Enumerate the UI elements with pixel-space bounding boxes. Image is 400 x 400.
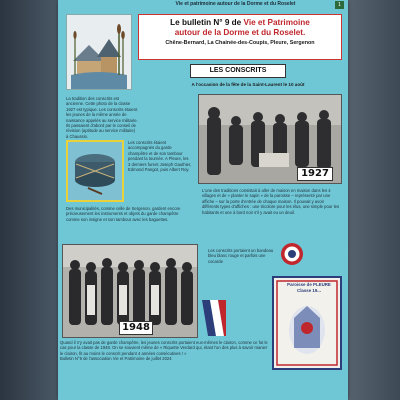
tricolor-ribbon: [202, 300, 226, 336]
intro-paragraph: La tradition des conscrits est ancienne. Cette photo de la classe 1927 est typique. Les conscrits étaient les jeunes de la même année de naissance appelés au service militaire. Ils passaient d'abord par le conseil de révision (aptitude au service militaire) à Chaussin.: [66, 96, 138, 139]
background-left: [0, 0, 58, 400]
photo-year-1948: 1948: [119, 321, 153, 335]
photo-year-1927: 1927: [297, 167, 333, 181]
conscrit-poster: [272, 276, 342, 370]
page-number: 1: [335, 1, 344, 9]
association-logo: [66, 14, 132, 90]
tradition-paragraph: L'une des traditions consistait à aller de maison en maison dans les 4 villages et de « planter le sapin » de la paroisse – représenté par une affiche – sur la porte d'entrée de chaque maison. Il pouvait y avoir différents types d'affiches : une tricolore pour les élus, une simple pour les habitants et une à bord noir s'il y avait eu un deuil.: [202, 188, 340, 215]
drum-photo: [66, 140, 124, 202]
bandeau-paragraph: Les conscrits portaient un bandeau bleu blanc rouge et parfois une cocarde: [208, 248, 274, 264]
photo-1927: [198, 94, 342, 184]
title-accent: Vie et Patrimoine: [243, 18, 310, 27]
title-line-2: autour de la Dorme et du Roselet.: [174, 28, 306, 37]
title-prefix: Le bulletin N° 9 de: [170, 18, 242, 27]
poster-line-2: Classe 19...: [297, 287, 321, 293]
section-subtitle: A l'occasion de la fête de la Saint-Laurent le 10 août: [191, 82, 305, 87]
title-box: [138, 14, 342, 60]
drum-paragraph: Les conscrits étaient accompagnés du garde champêtre et de son tambour pendant la tournée. A Pleure, les 3 derniers furent Joseph Gauthier, Edmond Pangot, puis Albert Roy.: [128, 140, 192, 173]
section-title: LES CONSCRITS: [190, 64, 286, 78]
footer-credit: Bulletin N°9 de l'association Vie et Patrimoine de juillet 2024: [60, 356, 172, 362]
background-right: [348, 0, 400, 400]
bulletin-page: [58, 0, 348, 400]
footer-body: Quand il n'y avait pas de garde champêtre, les jeunes conscrits portaient eux-mêmes le clairon, comme ce fut le cas pour la classe de 1948. On se souvient même de « Riquette Verdard qui, étant l'un des plus à savoir manier le clairon, fit au moins le conscrit pendant 4 années consécutives ! »: [60, 340, 268, 356]
cockade-icon: [280, 242, 304, 266]
footer-paragraph: [60, 340, 270, 362]
title-line-1: [143, 18, 337, 28]
title-villages: Chêne-Bernard, La Chainée-des-Coupis, Pleure, Sergenon: [165, 40, 315, 46]
poster-line-1: Paroisse de PLEURE: [287, 282, 331, 287]
municipal-paragraph: Des municipalités, comme celle de Sergenon, gardent encore précieusement les instruments et objets du garde champêtre comme son insigne et son tambour avec les baguettes.: [66, 206, 181, 222]
poster-text: [278, 282, 340, 293]
photo-1948: [62, 244, 198, 338]
running-title: Vie et patrimoine autour de la Dorme et du Roselet: [175, 1, 296, 7]
